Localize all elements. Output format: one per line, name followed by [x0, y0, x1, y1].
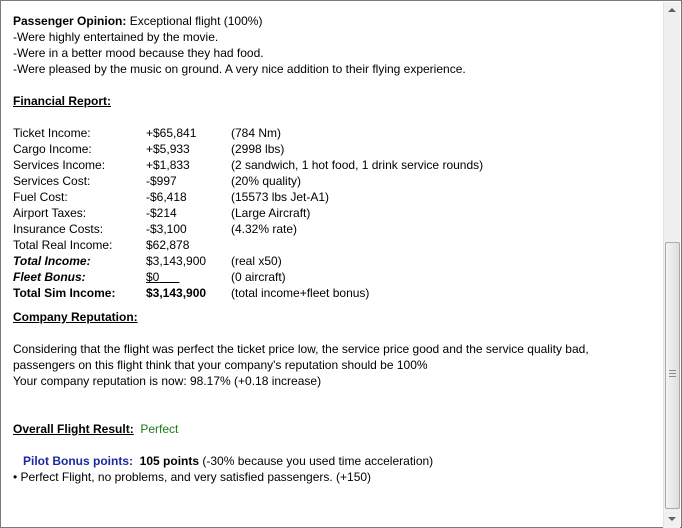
bullet-icon: • — [13, 470, 18, 484]
row-note: (total income+fleet bonus) — [231, 286, 370, 300]
opinion-line: -Were highly entertained by the movie. — [13, 30, 219, 44]
underline-pad — [159, 270, 179, 284]
row-note: (0 aircraft) — [231, 270, 286, 284]
company-reputation-heading: Company Reputation: — [13, 310, 138, 324]
row-label: Insurance Costs: — [13, 222, 104, 236]
row-label: Cargo Income: — [13, 142, 92, 156]
passenger-opinion-value: Exceptional flight (100%) — [129, 14, 263, 28]
row-note: (2 sandwich, 1 hot food, 1 drink service rounds) — [231, 158, 484, 172]
grip-icon — [669, 376, 676, 377]
pilot-bonus-points: 105 points — [139, 454, 200, 468]
row-amount: -$997 — [146, 174, 177, 188]
row-amount: -$6,418 — [146, 190, 187, 204]
row-label: Total Real Income: — [13, 238, 113, 252]
overall-result-line — [13, 421, 661, 437]
row-note: (4.32% rate) — [231, 222, 298, 236]
row-note: (real x50) — [231, 254, 282, 268]
row-label: Ticket Income: — [13, 126, 91, 140]
grip-icon — [669, 370, 676, 371]
row-amount: -$214 — [146, 206, 177, 220]
financial-report-heading: Financial Report: — [13, 94, 112, 108]
row-amount: $3,143,900 — [146, 286, 207, 300]
scroll-down-button[interactable] — [664, 511, 680, 528]
opinion-line: -Were in a better mood because they had food. — [13, 46, 264, 60]
row-label: Fuel Cost: — [13, 190, 68, 204]
row-amount: -$3,100 — [146, 222, 187, 236]
pilot-bonus-label: Pilot Bonus points: — [23, 454, 133, 468]
row-label: Total Sim Income: — [13, 286, 116, 300]
reputation-text: passengers on this flight think that your company's reputation should be 100% — [13, 358, 428, 372]
financial-row — [13, 141, 661, 157]
financial-row — [13, 205, 661, 221]
passenger-opinion-line — [13, 13, 661, 29]
row-amount: $62,878 — [146, 238, 190, 252]
financial-row — [13, 237, 661, 253]
financial-table — [13, 125, 661, 301]
pilot-bonus-item — [13, 469, 661, 485]
row-note: (Large Aircraft) — [231, 206, 311, 220]
overall-result-value: Perfect — [140, 422, 179, 436]
row-amount-value: $0 — [146, 270, 160, 284]
passenger-opinion-label: Passenger Opinion: — [13, 14, 127, 28]
row-amount: +$65,841 — [146, 126, 197, 140]
financial-row — [13, 157, 661, 173]
row-label: Fleet Bonus: — [13, 270, 86, 284]
arrow-down-icon — [668, 517, 676, 521]
overall-result-heading: Overall Flight Result: — [13, 422, 134, 436]
pilot-bonus-item-text: Perfect Flight, no problems, and very satisfied passengers. (+150) — [20, 470, 372, 484]
reputation-text: Considering that the flight was perfect the ticket price low, the service price good and the service quality bad, — [13, 342, 589, 356]
scroll-up-button[interactable] — [664, 2, 680, 19]
financial-row-fleet-bonus — [13, 269, 661, 285]
financial-row-total-income — [13, 253, 661, 269]
row-amount — [146, 269, 179, 285]
row-label: Airport Taxes: — [13, 206, 87, 220]
arrow-up-icon — [668, 8, 676, 12]
financial-row — [13, 189, 661, 205]
vertical-scrollbar[interactable] — [663, 2, 680, 528]
pilot-bonus-note: (-30% because you used time acceleration) — [202, 454, 434, 468]
row-amount: +$1,833 — [146, 158, 190, 172]
row-amount: +$5,933 — [146, 142, 190, 156]
financial-row — [13, 221, 661, 237]
financial-row — [13, 173, 661, 189]
financial-row — [13, 125, 661, 141]
flight-report — [13, 13, 661, 485]
row-label: Services Cost: — [13, 174, 91, 188]
pilot-bonus-line — [13, 453, 661, 469]
opinion-line: -Were pleased by the music on ground. A very nice addition to their flying experience. — [13, 62, 466, 76]
row-note: (15573 lbs Jet-A1) — [231, 190, 330, 204]
reputation-current: Your company reputation is now: 98.17% (+0.18 increase) — [13, 374, 322, 388]
row-note: (2998 lbs) — [231, 142, 285, 156]
grip-icon — [669, 373, 676, 374]
row-amount: $3,143,900 — [146, 254, 207, 268]
row-note: (20% quality) — [231, 174, 302, 188]
row-note: (784 Nm) — [231, 126, 282, 140]
row-label: Total Income: — [13, 254, 91, 268]
scrollbar-thumb[interactable] — [665, 242, 680, 509]
financial-row-total-sim-income — [13, 285, 661, 301]
row-label: Services Income: — [13, 158, 106, 172]
